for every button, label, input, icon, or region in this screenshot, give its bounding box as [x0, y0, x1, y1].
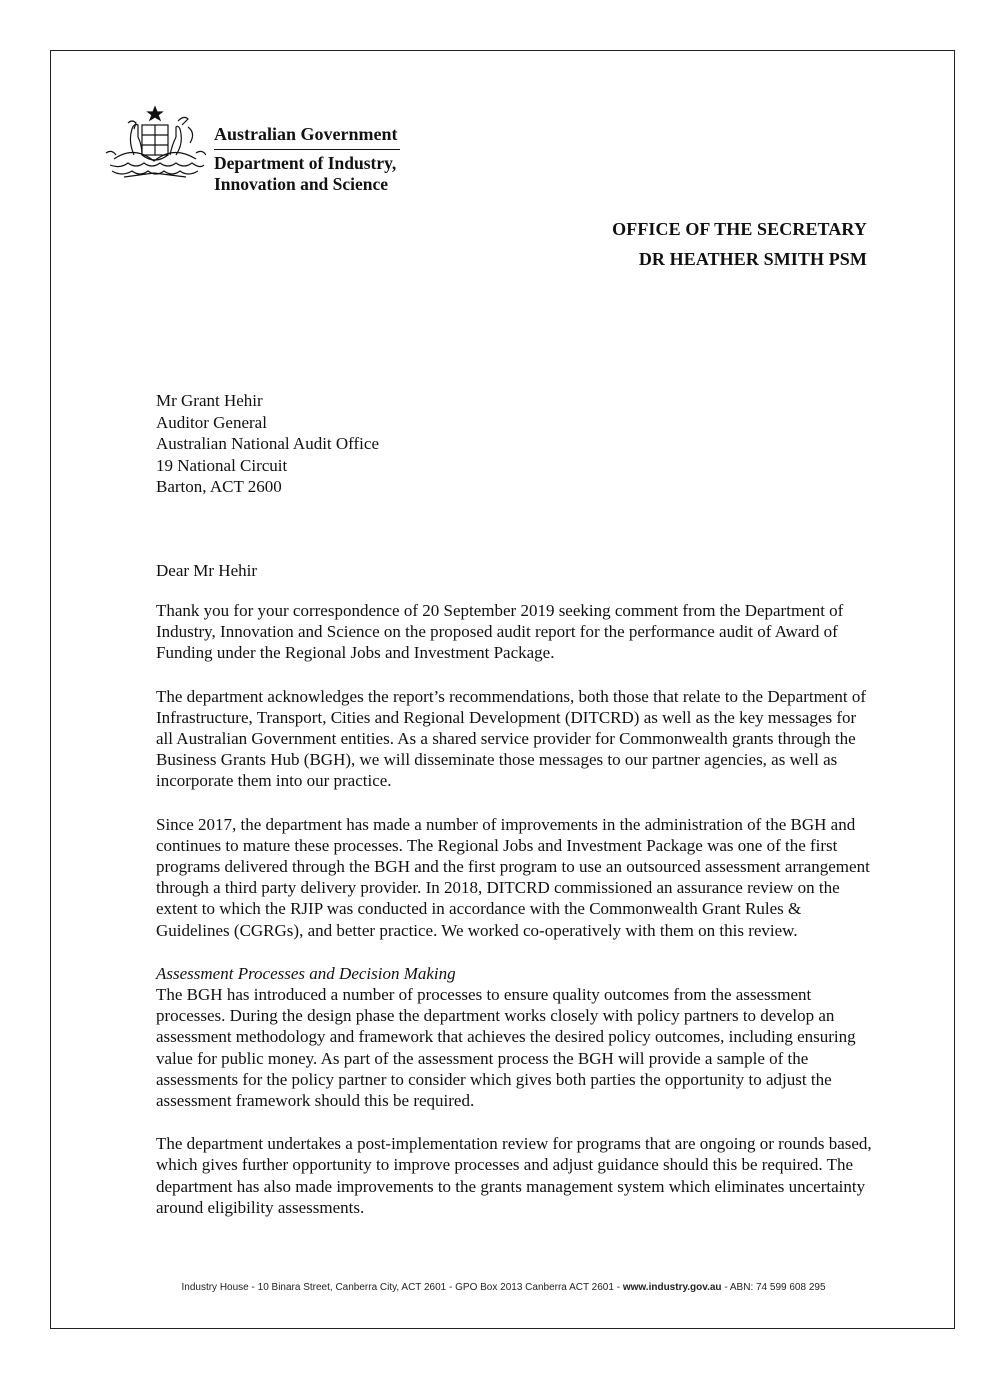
- recipient-city: Barton, ACT 2600: [156, 477, 282, 497]
- recipient-street: 19 National Circuit: [156, 455, 288, 475]
- letterhead-divider: [214, 149, 400, 150]
- office-holder-name: DR HEATHER SMITH PSM: [638, 249, 867, 269]
- section-paragraph: The BGH has introduced a number of processes to ensure quality outcomes from the assessment processes. During the design phase the department works closely with policy partners to develop an assessment methodology and framework that achieves the desired policy outcomes, including ensuring value for public money. As part of the assessment process the BGH will provide a sample of the assessments for the policy partner to consider which gives both parties the opportunity to adjust the assessment framework should this be required.: [156, 985, 856, 1111]
- letter-footer: [0, 1282, 1007, 1293]
- letter-body: [156, 600, 876, 1218]
- department-name-line2: Innovation and Science: [214, 174, 389, 194]
- recipient-name: Mr Grant Hehir: [156, 391, 263, 410]
- letterhead: [214, 124, 400, 195]
- section-heading: Assessment Processes and Decision Making: [156, 963, 456, 983]
- government-name: Australian Government: [214, 124, 398, 144]
- salutation: Dear Mr Hehir: [156, 561, 258, 580]
- body-paragraph: The department acknowledges the report’s recommendations, both those that relate to the Department of Infrastructure, Transport, Cities and Regional Development (DITCRD) as well as the key messages for all Australian Government entities. As a shared service provider for Commonwealth grants through the Business Grants Hub (BGH), we will disseminate those messages to our partner agencies, as well as incorporate them into our practice.: [156, 686, 866, 791]
- department-name-line1: Department of Industry,: [214, 153, 397, 173]
- recipient-organisation: Australian National Audit Office: [156, 434, 379, 454]
- office-title: OFFICE OF THE SECRETARY: [612, 219, 867, 239]
- recipient-position: Auditor General: [156, 412, 267, 432]
- office-block: [612, 214, 867, 274]
- footer-address: Industry House - 10 Binara Street, Canberra City, ACT 2601 - GPO Box 2013 Canberra ACT 2601 -: [181, 1282, 623, 1293]
- section-paragraph: The department undertakes a post-implementation review for programs that are ongoing or rounds based, which gives further opportunity to improve processes and adjust guidance should this be required. The department has also made improvements to the grants management system which eliminates uncertainty around eligibility assessments.: [156, 1134, 872, 1217]
- body-paragraph: Since 2017, the department has made a number of improvements in the administration of the BGH and continues to mature these processes. The Regional Jobs and Investment Package was one of the first programs delivered through the BGH and the first program to use an outsourced assessment arrangement through a third party delivery provider. In 2018, DITCRD commissioned an assurance review on the extent to which the RJIP was conducted in accordance with the Commonwealth Grant Rules & Guidelines (CGRGs), and better practice. We worked co-operatively with them on this review.: [156, 814, 870, 940]
- footer-abn: - ABN: 74 599 608 295: [721, 1282, 826, 1293]
- coat-of-arms-logo: [104, 103, 206, 183]
- footer-website-link[interactable]: www.industry.gov.au: [622, 1282, 722, 1293]
- recipient-address: [156, 390, 379, 498]
- body-paragraph: Thank you for your correspondence of 20 September 2019 seeking comment from the Department of Industry, Innovation and Science on the proposed audit report for the performance audit of Award of Funding under the Regional Jobs and Investment Package.: [156, 601, 844, 663]
